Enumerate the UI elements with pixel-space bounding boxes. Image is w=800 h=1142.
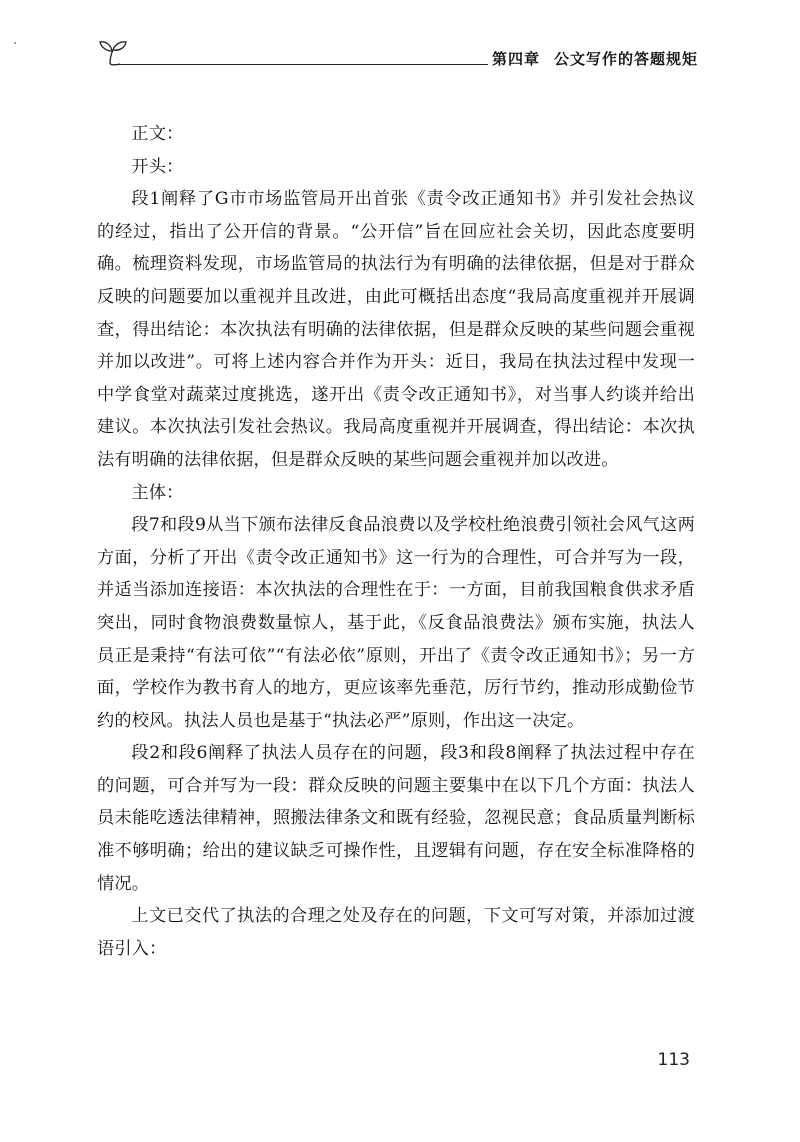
- body-text: [97, 118, 695, 965]
- running-header: [96, 38, 698, 74]
- chapter-number: 第四章: [491, 50, 540, 68]
- paragraph-transition: 上文已交代了执法的合理之处及存在的问题，下文可写对策，并添加过渡语引入：: [97, 906, 695, 959]
- page-number: 113: [657, 1050, 690, 1070]
- paragraph-rationale: 段7和段9从当下颁布法律反食品浪费以及学校杜绝浪费引领社会风气这两方面，分析了开出《责令改正通知书》这一行为的合理性，可合并写为一段，并适当添加连接语：本次执法的合理性在于：一方面，目前我国粮食供求矛盾突出，同时食物浪费数量惊人，基于此，《反食品浪费法》颁布实施，执法人员正是秉持“有法可依”“有法必依”原则，开出了《责令改正通知书》；另一方面，学校作为教书育人的地方，更应该率先垂范，厉行节约，推动形成勤俭节约的校风。执法人员也是基于“执法必严”原则，作出这一决定。: [97, 515, 695, 731]
- chapter-title: 公文写作的答题规矩: [553, 50, 698, 68]
- header-rule: [116, 64, 488, 65]
- chapter-heading: [492, 48, 698, 69]
- section-label-body: 正文：: [131, 124, 184, 144]
- section-label-main: 主体：: [131, 482, 184, 503]
- section-label-opening: 开头：: [131, 156, 184, 177]
- paragraph-problems: 段2和段6阐释了执法人员存在的问题，段3和段8阐释了执法过程中存在的问题，可合并写为一段：群众反映的问题主要集中在以下几个方面：执法人员未能吃透法律精神，照搬法律条文和既有经验，忽视民意；食品质量判断标准不够明确；给出的建议缺乏可操作性，且逻辑有问题，存在安全标准降格的情况。: [97, 743, 695, 894]
- paragraph-opening: 段1阐释了G市市场监管局开出首张《责令改正通知书》并引发社会热议的经过，指出了公开信的背景。“公开信”旨在回应社会关切，因此态度要明确。梳理资料发现，市场监管局的执法行为有明确的法律依据，但是对于群众反映的问题要加以重视并且改进，由此可概括出态度“我局高度重视并开展调查，得出结论：本次执法有明确的法律依据，但是群众反映的某些问题会重视并加以改进”。可将上述内容合并作为开头：近日，我局在执法过程中发现一中学食堂对蔬菜过度挑选，遂开出《责令改正通知书》，对当事人约谈并给出建议。本次执法引发社会热议。我局高度重视并开展调查，得出结论：本次执法有明确的法律依据，但是群众反映的某些问题会重视并加以改进。: [97, 189, 695, 470]
- scan-speck: [14, 42, 16, 44]
